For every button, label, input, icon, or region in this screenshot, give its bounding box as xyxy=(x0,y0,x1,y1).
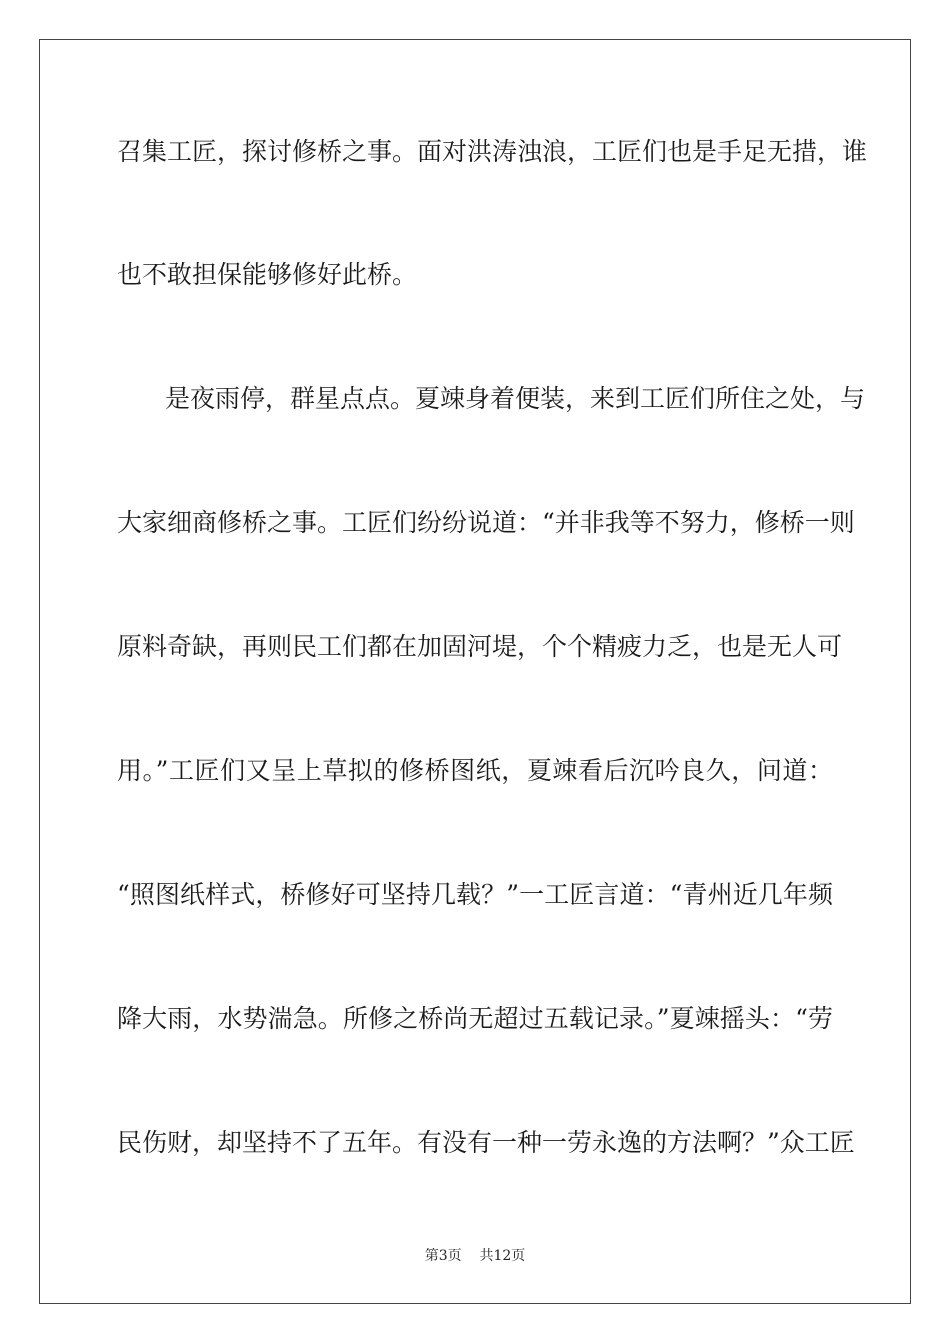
text-line-3: 是夜雨停，群星点点。夏竦身着便装，来到工匠们所住之处，与 xyxy=(165,384,866,413)
text-line-1: 召集工匠，探讨修桥之事。面对洪涛浊浪，工匠们也是手足无措，谁 xyxy=(117,137,868,166)
text-line-4: 大家细商修桥之事。工匠们纷纷说道：“并非我等不努力，修桥一则 xyxy=(117,508,855,537)
text-line-2: 也不敢担保能够修好此桥。 xyxy=(117,260,418,289)
text-line-9: 民伤财，却坚持不了五年。有没有一种一劳永逸的方法啊？”众工匠 xyxy=(117,1128,855,1157)
text-line-5: 原料奇缺，再则民工们都在加固河堤，个个精疲力乏，也是无人可 xyxy=(117,632,843,661)
page-footer xyxy=(0,1247,950,1265)
text-line-8: 降大雨，水势湍急。所修之桥尚无超过五载记录。”夏竦摇头：“劳 xyxy=(117,1004,833,1033)
page-total: 共12页 xyxy=(479,1248,526,1264)
page-border xyxy=(39,39,911,1304)
text-line-6: 用。”工匠们又呈上草拟的修桥图纸，夏竦看后沉吟良久，问道： xyxy=(117,756,833,785)
page-number: 第3页 xyxy=(424,1248,462,1264)
text-line-7: “照图纸样式，桥修好可坚持几载？”一工匠言道：“青州近几年频 xyxy=(117,880,833,909)
